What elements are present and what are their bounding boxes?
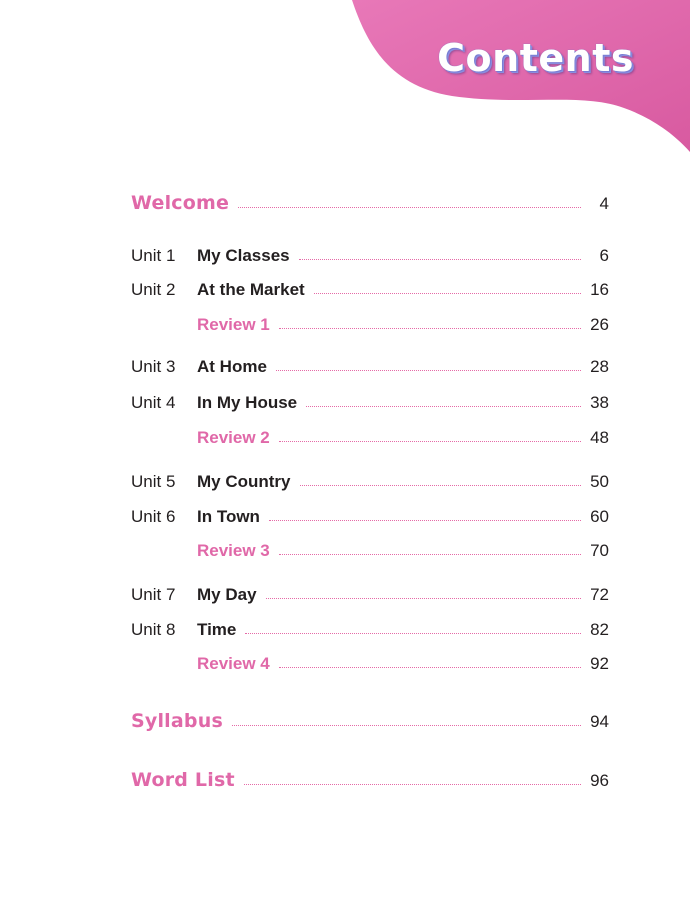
toc-entry-unit-8[interactable] [131,614,609,640]
dotted-leader [300,485,582,486]
dotted-leader [279,441,581,442]
toc-page-number: 72 [590,585,609,604]
dotted-leader [269,520,581,521]
corner-banner [0,0,690,170]
toc-entry-word-list[interactable] [131,765,609,791]
toc-entry-review-4[interactable] [131,648,609,674]
toc-unit-label: Unit 8 [131,620,176,639]
toc-page-number: 70 [590,541,609,560]
toc-title: My Day [197,585,257,604]
toc-title: Review 2 [197,428,270,447]
toc-unit-label: Unit 7 [131,585,176,604]
toc-page-number: 48 [590,428,609,447]
toc-entry-unit-3[interactable] [131,351,609,377]
toc-entry-review-3[interactable] [131,535,609,561]
toc-entry-unit-4[interactable] [131,387,609,413]
toc-title: In My House [197,393,298,412]
toc-page-number: 92 [590,654,609,673]
page-title: Contents [437,36,634,80]
toc-entry-unit-6[interactable] [131,501,609,527]
toc-title: Word List [131,769,235,791]
toc-entry-unit-5[interactable] [131,466,609,492]
dotted-leader [279,667,581,668]
toc-unit-label: Unit 6 [131,507,176,526]
toc-title: In Town [197,507,260,526]
dotted-leader [238,207,581,208]
toc-entry-welcome[interactable] [131,188,609,214]
toc-title: Syllabus [131,710,223,732]
toc-entry-unit-1[interactable] [131,240,609,266]
dotted-leader [279,554,581,555]
dotted-leader [299,259,581,260]
toc-title: Welcome [131,192,230,214]
toc-page-number: 96 [590,771,609,790]
toc-unit-label: Unit 5 [131,472,176,491]
toc-page-number: 60 [590,507,609,526]
toc-page-number: 4 [599,194,609,213]
dotted-leader [306,406,581,407]
toc-unit-label: Unit 2 [131,280,176,299]
dotted-leader [232,725,581,726]
toc-unit-label: Unit 3 [131,357,176,376]
dotted-leader [266,598,581,599]
dotted-leader [279,328,581,329]
toc-title: My Classes [197,246,290,265]
toc-unit-label: Unit 1 [131,246,176,265]
toc-entry-review-1[interactable] [131,309,609,335]
toc-title: At Home [197,357,267,376]
dotted-leader [276,370,581,371]
toc-page-number: 50 [590,472,609,491]
dotted-leader [314,293,581,294]
toc-title: Review 1 [197,315,270,334]
toc-page-number: 6 [599,246,609,265]
toc-page-number: 26 [590,315,609,334]
toc-entry-review-2[interactable] [131,422,609,448]
toc-title: At the Market [197,280,305,299]
toc-entry-unit-7[interactable] [131,579,609,605]
toc-unit-label: Unit 4 [131,393,176,412]
dotted-leader [244,784,581,785]
toc-entry-syllabus[interactable] [131,706,609,732]
toc-title: Time [197,620,237,639]
toc-title: My Country [197,472,291,491]
toc-page-number: 28 [590,357,609,376]
toc-title: Review 4 [197,654,270,673]
toc-title: Review 3 [197,541,270,560]
toc-page-number: 16 [590,280,609,299]
dotted-leader [245,633,581,634]
toc-page-number: 82 [590,620,609,639]
toc-page-number: 38 [590,393,609,412]
toc-page-number: 94 [590,712,609,731]
toc-entry-unit-2[interactable] [131,274,609,300]
